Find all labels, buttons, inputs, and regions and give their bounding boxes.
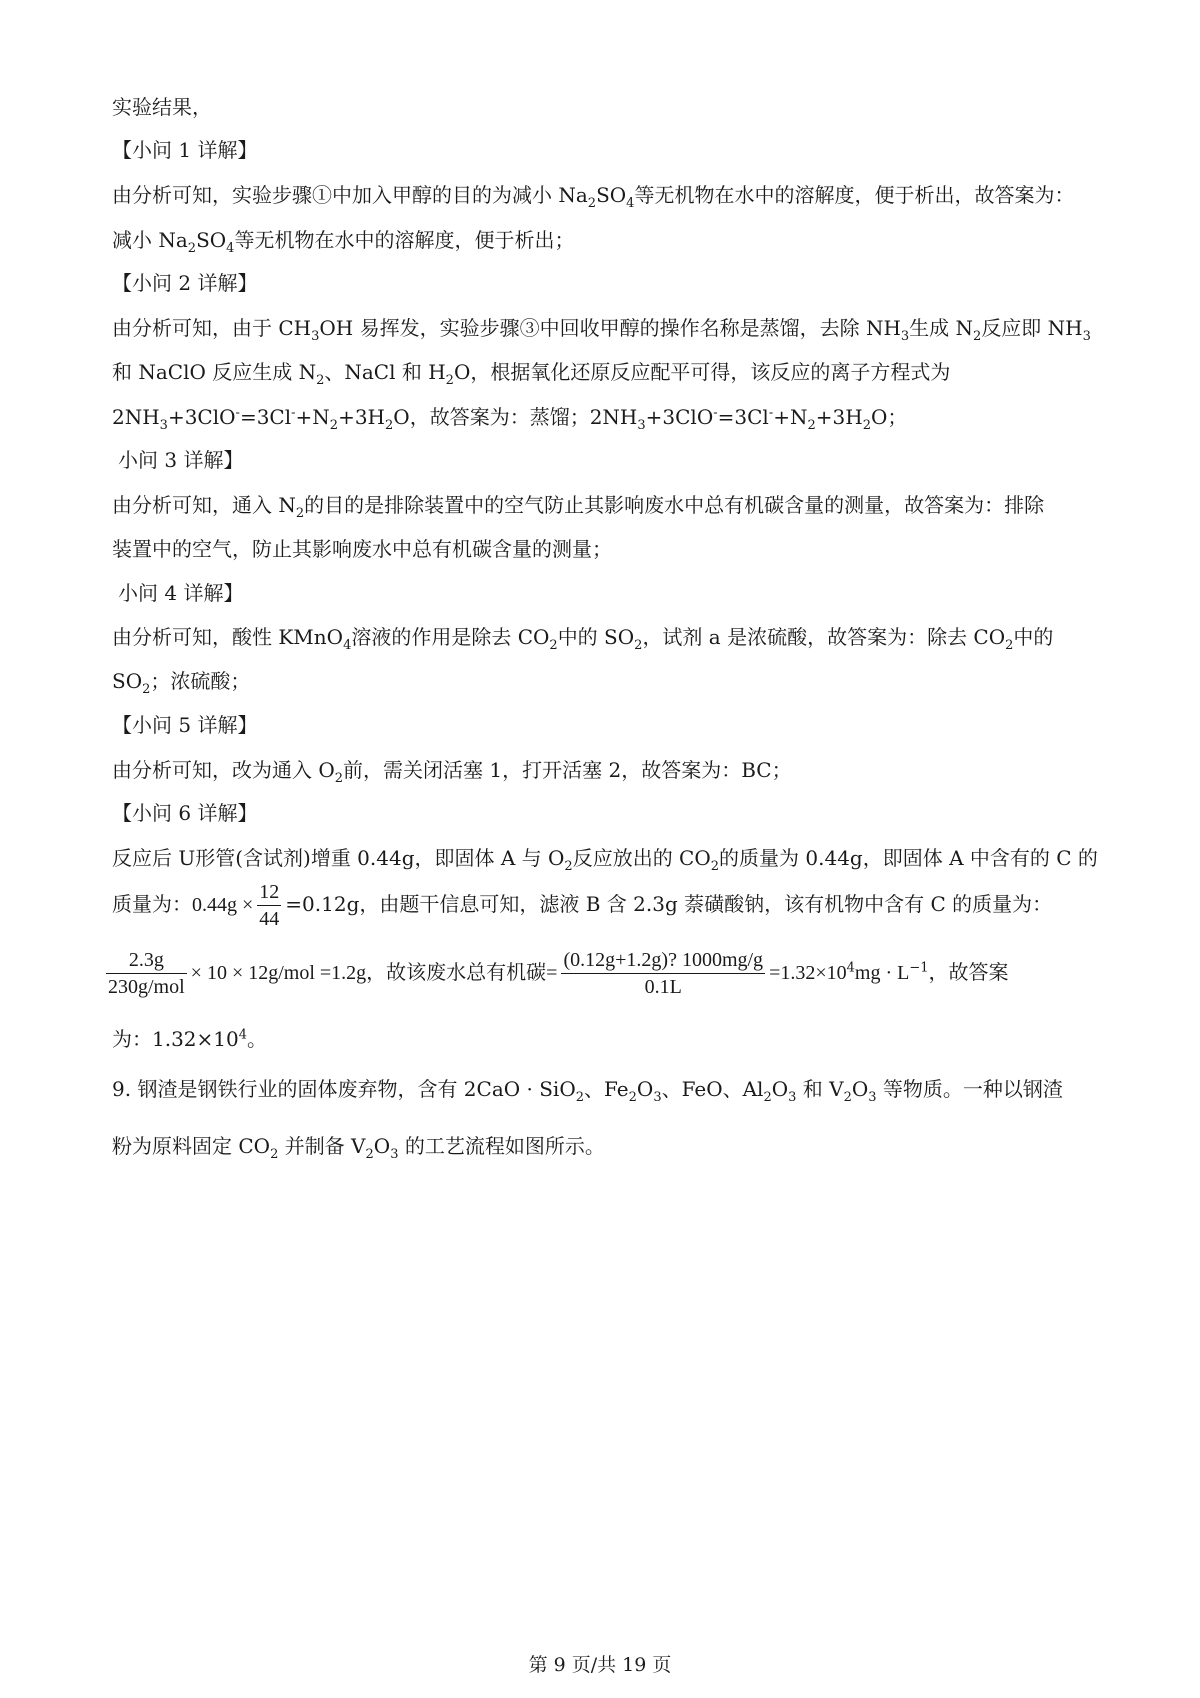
page-footer: 第 9 页/共 19 页 [528,1654,672,1676]
heading-q2: 【小问 2 详解】 [112,271,258,295]
heading-q1: 【小问 1 详解】 [112,138,258,162]
heading-q3: 小问 3 详解】 [118,448,244,472]
paragraph-q4-line1: 由分析可知，酸性 KMnO$_4$溶液的作用是除去 $CO_2$中的 $SO_2$，试剂 a 是浓硫酸，故答案为：除去 $CO_2$中的 [112,625,1054,653]
paragraph-q6-line1: 反应后 U形管(含试剂)增重 0.44g，即固体 A 与 $O_2$反应放出的 $CO_2$的质量为 0.44g，即固体 A 中含有的 C 的 [112,846,1098,874]
paragraph-q6-line4: 为：$1.32\times 10^4$。 [112,1027,268,1051]
paragraph-q1-line1: 由分析可知，实验步骤①中加入甲醇的目的为减小 $Na_2SO_4$等无机物在水中的溶解度，便于析出，故答案为： [112,183,1075,211]
paragraph-q3-line1: 由分析可知，通入 $N_2$的目的是排除装置中的空气防止其影响废水中总有机碳含量的测量，故答案为：排除 [112,493,1045,521]
paragraph-q3-line2: 装置中的空气，防止其影响废水中总有机碳含量的测量； [112,537,612,561]
paragraph-q1-line2: 减小 $Na_2SO_4$等无机物在水中的溶解度，便于析出； [112,228,575,256]
paragraph-intro: 实验结果， [112,95,212,119]
question-9-line1: 9. 钢渣是钢铁行业的固体废弃物，含有 2CaO · SiO$_2$、$Fe_2O_3$、FeO、$Al_2O_3$ 和 $V_2O_3$ 等物质。一种以钢渣 [112,1077,1063,1105]
fraction-total-organic-carbon: $\frac{(0.12g+1.2g)? 1000mg/g}{0.1L}$ [563,949,764,998]
paragraph-q2-line2: 和 NaClO 反应生成 $N_2$、NaCl 和 $H_2O$，根据氧化还原反应配平可得，该反应的离子方程式为 [112,360,951,388]
paragraph-q2-line3: $2NH_3+3ClO^-=3Cl^-+N_2+3H_2O$，故答案为：蒸馏；$2NH_3+3ClO^-=3Cl^-+N_2+3H_2O$； [112,405,908,433]
paragraph-q5: 由分析可知，改为通入 $O_2$前，需关闭活塞 1，打开活塞 2，故答案为：BC； [112,758,792,786]
fraction-mass-over-molar-mass: $\frac{2.3g}{\text{230g/mol}}$ [108,949,185,998]
paragraph-q6-line2: 质量为：0.44g × $\frac{12}{44}$ =0.12g，由题干信息可知，滤液 B 含 2.3g 萘磺酸钠，该有机物中含有 C 的质量为： [112,881,1053,930]
paragraph-q6-line3: $\frac{2.3g}{\text{230g/mol}}$ × 10 × 12g/mol =1.2g，故该废水总有机碳= $\frac{(0.12g+1.2g)? 1000mg/g}{0.1L}$ $=1.32\times 10^4mg \cdot L^{-1}$，故答案 [108,949,1009,998]
paragraph-q2-line1: 由分析可知，由于 $CH_3OH$ 易挥发，实验步骤③中回收甲醇的操作名称是蒸馏，去除 $NH_3$生成 $N_2$反应即 $NH_3$ [112,316,1091,344]
fraction-12-over-44: $\frac{12}{44}$ [259,881,280,930]
heading-q5: 【小问 5 详解】 [112,713,258,737]
heading-q6: 【小问 6 详解】 [112,801,258,825]
paragraph-q4-line2: $SO_2$；浓硫酸； [112,669,251,697]
question-9-line2: 粉为原料固定 $CO_2$ 并制备 $V_2O_3$ 的工艺流程如图所示。 [112,1134,605,1162]
heading-q4: 小问 4 详解】 [118,581,244,605]
